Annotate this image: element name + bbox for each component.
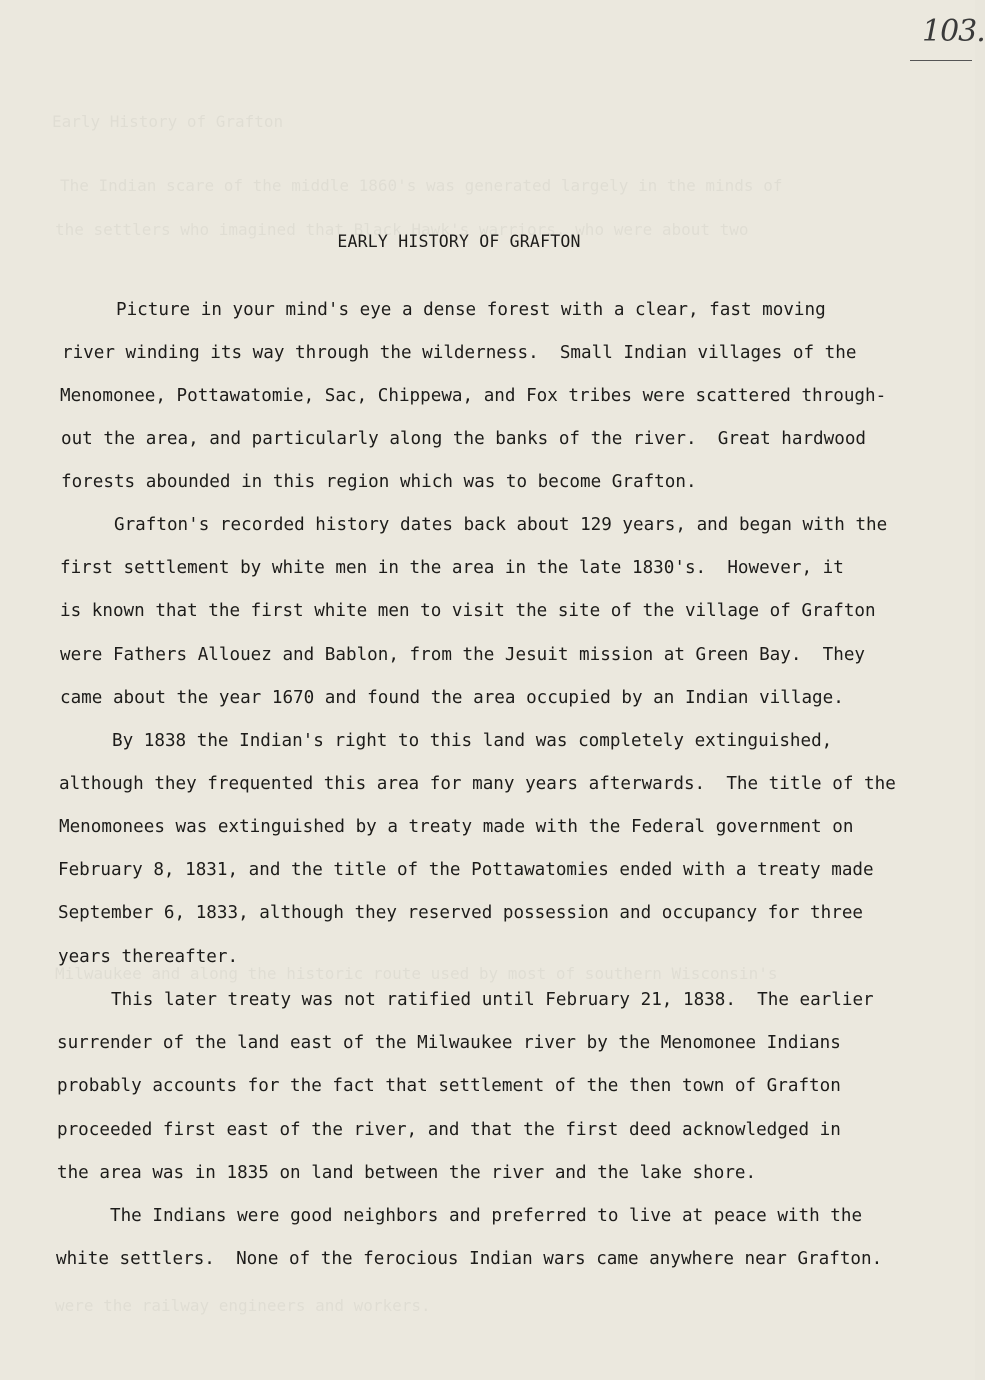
text-line: Menomonees was extinguished by a treaty made with the Federal government on — [59, 817, 854, 837]
bleed-through-text — [52, 112, 283, 131]
text-line: river winding its way through the wilderness. Small Indian villages of the — [62, 343, 857, 363]
text-line: the area was in 1835 on land between the river and the lake shore. — [57, 1163, 757, 1183]
text-line: Menomonee, Pottawatomie, Sac, Chippewa, and Fox tribes were scattered through- — [60, 386, 887, 406]
text-line: white settlers. None of the ferocious Indian wars came anywhere near Grafton. — [56, 1249, 883, 1269]
text-line: years thereafter. — [58, 947, 239, 967]
text-line: By 1838 the Indian's right to this land was completely extinguished, — [112, 731, 833, 751]
text-line: although they frequented this area for many years afterwards. The title of the — [59, 774, 896, 794]
text-line: Picture in your mind's eye a dense forest with a clear, fast moving — [116, 300, 826, 320]
text-line: surrender of the land east of the Milwaukee river by the Menomonee Indians — [57, 1033, 841, 1053]
text-line: February 8, 1831, and the title of the Pottawatomies ended with a treaty made — [58, 860, 874, 880]
text-line: forests abounded in this region which was to become Grafton. — [61, 472, 697, 492]
text-line: Grafton's recorded history dates back about 129 years, and began with the — [114, 515, 888, 535]
text-line: out the area, and particularly along the banks of the river. Great hardwood — [61, 429, 867, 449]
bleed-through-text — [60, 176, 782, 195]
text-line: This later treaty was not ratified until February 21, 1838. The earlier — [111, 990, 874, 1010]
text-line: were Fathers Allouez and Bablon, from the Jesuit mission at Green Bay. They — [60, 645, 866, 665]
text-line: September 6, 1833, although they reserved possession and occupancy for three — [58, 903, 864, 923]
bleed-through-text — [55, 1296, 431, 1315]
text-line: The Indians were good neighbors and preferred to live at peace with the — [110, 1206, 863, 1226]
text-line: is known that the first white men to visit the site of the village of Grafton — [60, 601, 876, 621]
document-title: EARLY HISTORY OF GRAFTON — [337, 232, 581, 251]
page-number: 103. — [922, 14, 985, 49]
text-line: first settlement by white men in the area in the late 1830's. However, it — [60, 558, 844, 578]
text-line: came about the year 1670 and found the area occupied by an Indian village. — [60, 688, 844, 708]
text-line: proceeded first east of the river, and that the first deed acknowledged in — [57, 1120, 841, 1140]
text-line: probably accounts for the fact that settlement of the then town of Grafton — [57, 1076, 841, 1096]
page-number-underline — [910, 60, 972, 61]
